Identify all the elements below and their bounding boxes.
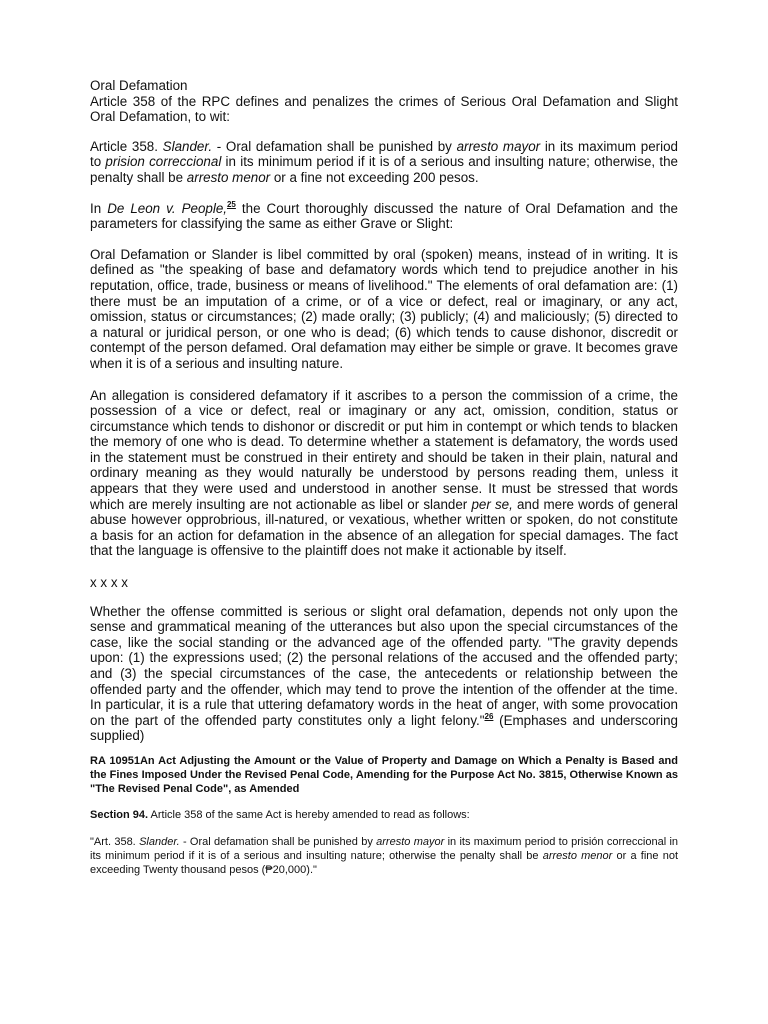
amended-arresto-menor-term: arresto menor: [542, 849, 613, 862]
footnote-link-25[interactable]: 25: [226, 199, 236, 209]
allegation-paragraph: An allegation is considered defamatory if it ascribes to a person the commission of a crime, the possession of a vice or defect, real or imaginary or any act, omission, condition, status or circumstance which tends to dishonor or discredit or put him in contempt or which tends to blacken the memory of one who is dead. To determine whether a statement is defamatory, the words used in the statement must be construed in their entirety and should be taken in their plain, natural and ordinary meaning as they would naturally be understood by persons reading them, unless it appears that they were used and understood in another sense. It must be stressed that words which are merely insulting are not actionable as libel or slander per se, and mere words of general abuse however opprobrious, ill-natured, or vexatious, whether written or spoken, do not constitute a basis for an action for defamation in the absence of an allegation for special damages. The fact that the language is offensive to the plaintiff does not make it actionable by itself.: [90, 387, 679, 559]
article-358-paragraph: Article 358. Slander. - Oral defamation shall be punished by arresto mayor in its maximum period to prision correccional in its minimum period if it is of a serious and insulting nature; otherwise, the penalty shall be arresto menor or a fine not exceeding 200 pesos.: [90, 138, 679, 185]
case-citation: De Leon v. People,: [107, 200, 227, 216]
section-label: Section 94.: [90, 808, 149, 821]
slander-definition-paragraph: Oral Defamation or Slander is libel committed by oral (spoken) means, instead of in writing. It is defined as "the speaking of base and defamatory words which tend to prejudice another in his reputation, office, trade, business or means of livelihood." The elements of oral defamation are: (1) there must be an imputation of a crime, or of a vice or defect, real or imaginary, or any act, omission, status or circumstances; (2) made orally; (3) publicly; (4) and maliciously; (5) directed to a natural or juridical person, or one who is dead; (6) which tends to cause dishonor, discredit or contempt of the person defamed. Oral defamation may either be simple or grave. It becomes grave when it is of a serious and insulting nature.: [90, 246, 678, 371]
ra-10951-section: [90, 754, 678, 877]
document-page: [90, 78, 678, 877]
footnote-link-26[interactable]: 26: [484, 711, 494, 721]
ra-heading: RA 10951An Act Adjusting the Amount or the Value of Property and Damage on Which a Penalty is Based and the Fines Imposed Under the Revised Penal Code, Amending for the Purpose Act No. 3815, Otherwise Known as "The Revised Penal Code", as Amended: [90, 754, 678, 795]
amended-slander-term: Slander.: [139, 835, 180, 848]
ellipsis-marker: x x x x: [90, 575, 128, 591]
amended-arresto-mayor-term: arresto mayor: [376, 835, 445, 848]
amended-article-paragraph: "Art. 358. Slander. - Oral defamation shall be punished by arresto mayor in its maximum period to prisión correccional in its minimum period if it is of a serious and insulting nature; otherwise the penalty shall be arresto menor or a fine not exceeding Twenty thousand pesos (₱20,000).": [90, 835, 679, 876]
arresto-mayor-term: arresto mayor: [456, 138, 541, 154]
gravity-paragraph: Whether the offense committed is serious or slight oral defamation, depends not only upon the sense and grammatical meaning of the utterances but also upon the special circumstances of the case, like the social standing or the advanced age of the offended party. "The gravity depends upon: (1) the expressions used; (2) the personal relations of the accused and the offended party; and (3) the special circumstances of the case, the antecedents or relationship between the offended party and the offender, which may tend to prove the intention of the offender at the time. In particular, it is a rule that uttering defamatory words in the heat of anger, with some provocation on the part of the offended party constitutes only a light felony."$^{26}$ (Emphases and underscoring supplied): [90, 603, 678, 744]
slander-term: Slander.: [162, 138, 213, 154]
section-94-paragraph: Section 94. Article 358 of the same Act is hereby amended to read as follows:: [90, 808, 470, 821]
document-title: Oral Defamation: [90, 78, 188, 93]
prision-correccional-term: prision correccional: [105, 154, 222, 170]
per-se-term: per se,: [471, 496, 513, 512]
document-body: [90, 78, 678, 744]
de-leon-paragraph: In De Leon v. People,$^{25}$ the Court thoroughly discussed the nature of Oral Defamation and the parameters for classifying the same as either Grave or Slight:: [90, 199, 678, 232]
intro-paragraph: Article 358 of the RPC defines and penalizes the crimes of Serious Oral Defamation and Slight Oral Defamation, to wit:: [90, 93, 678, 125]
arresto-menor-term: arresto menor: [186, 169, 271, 185]
article-lead: Article 358.: [90, 138, 158, 154]
